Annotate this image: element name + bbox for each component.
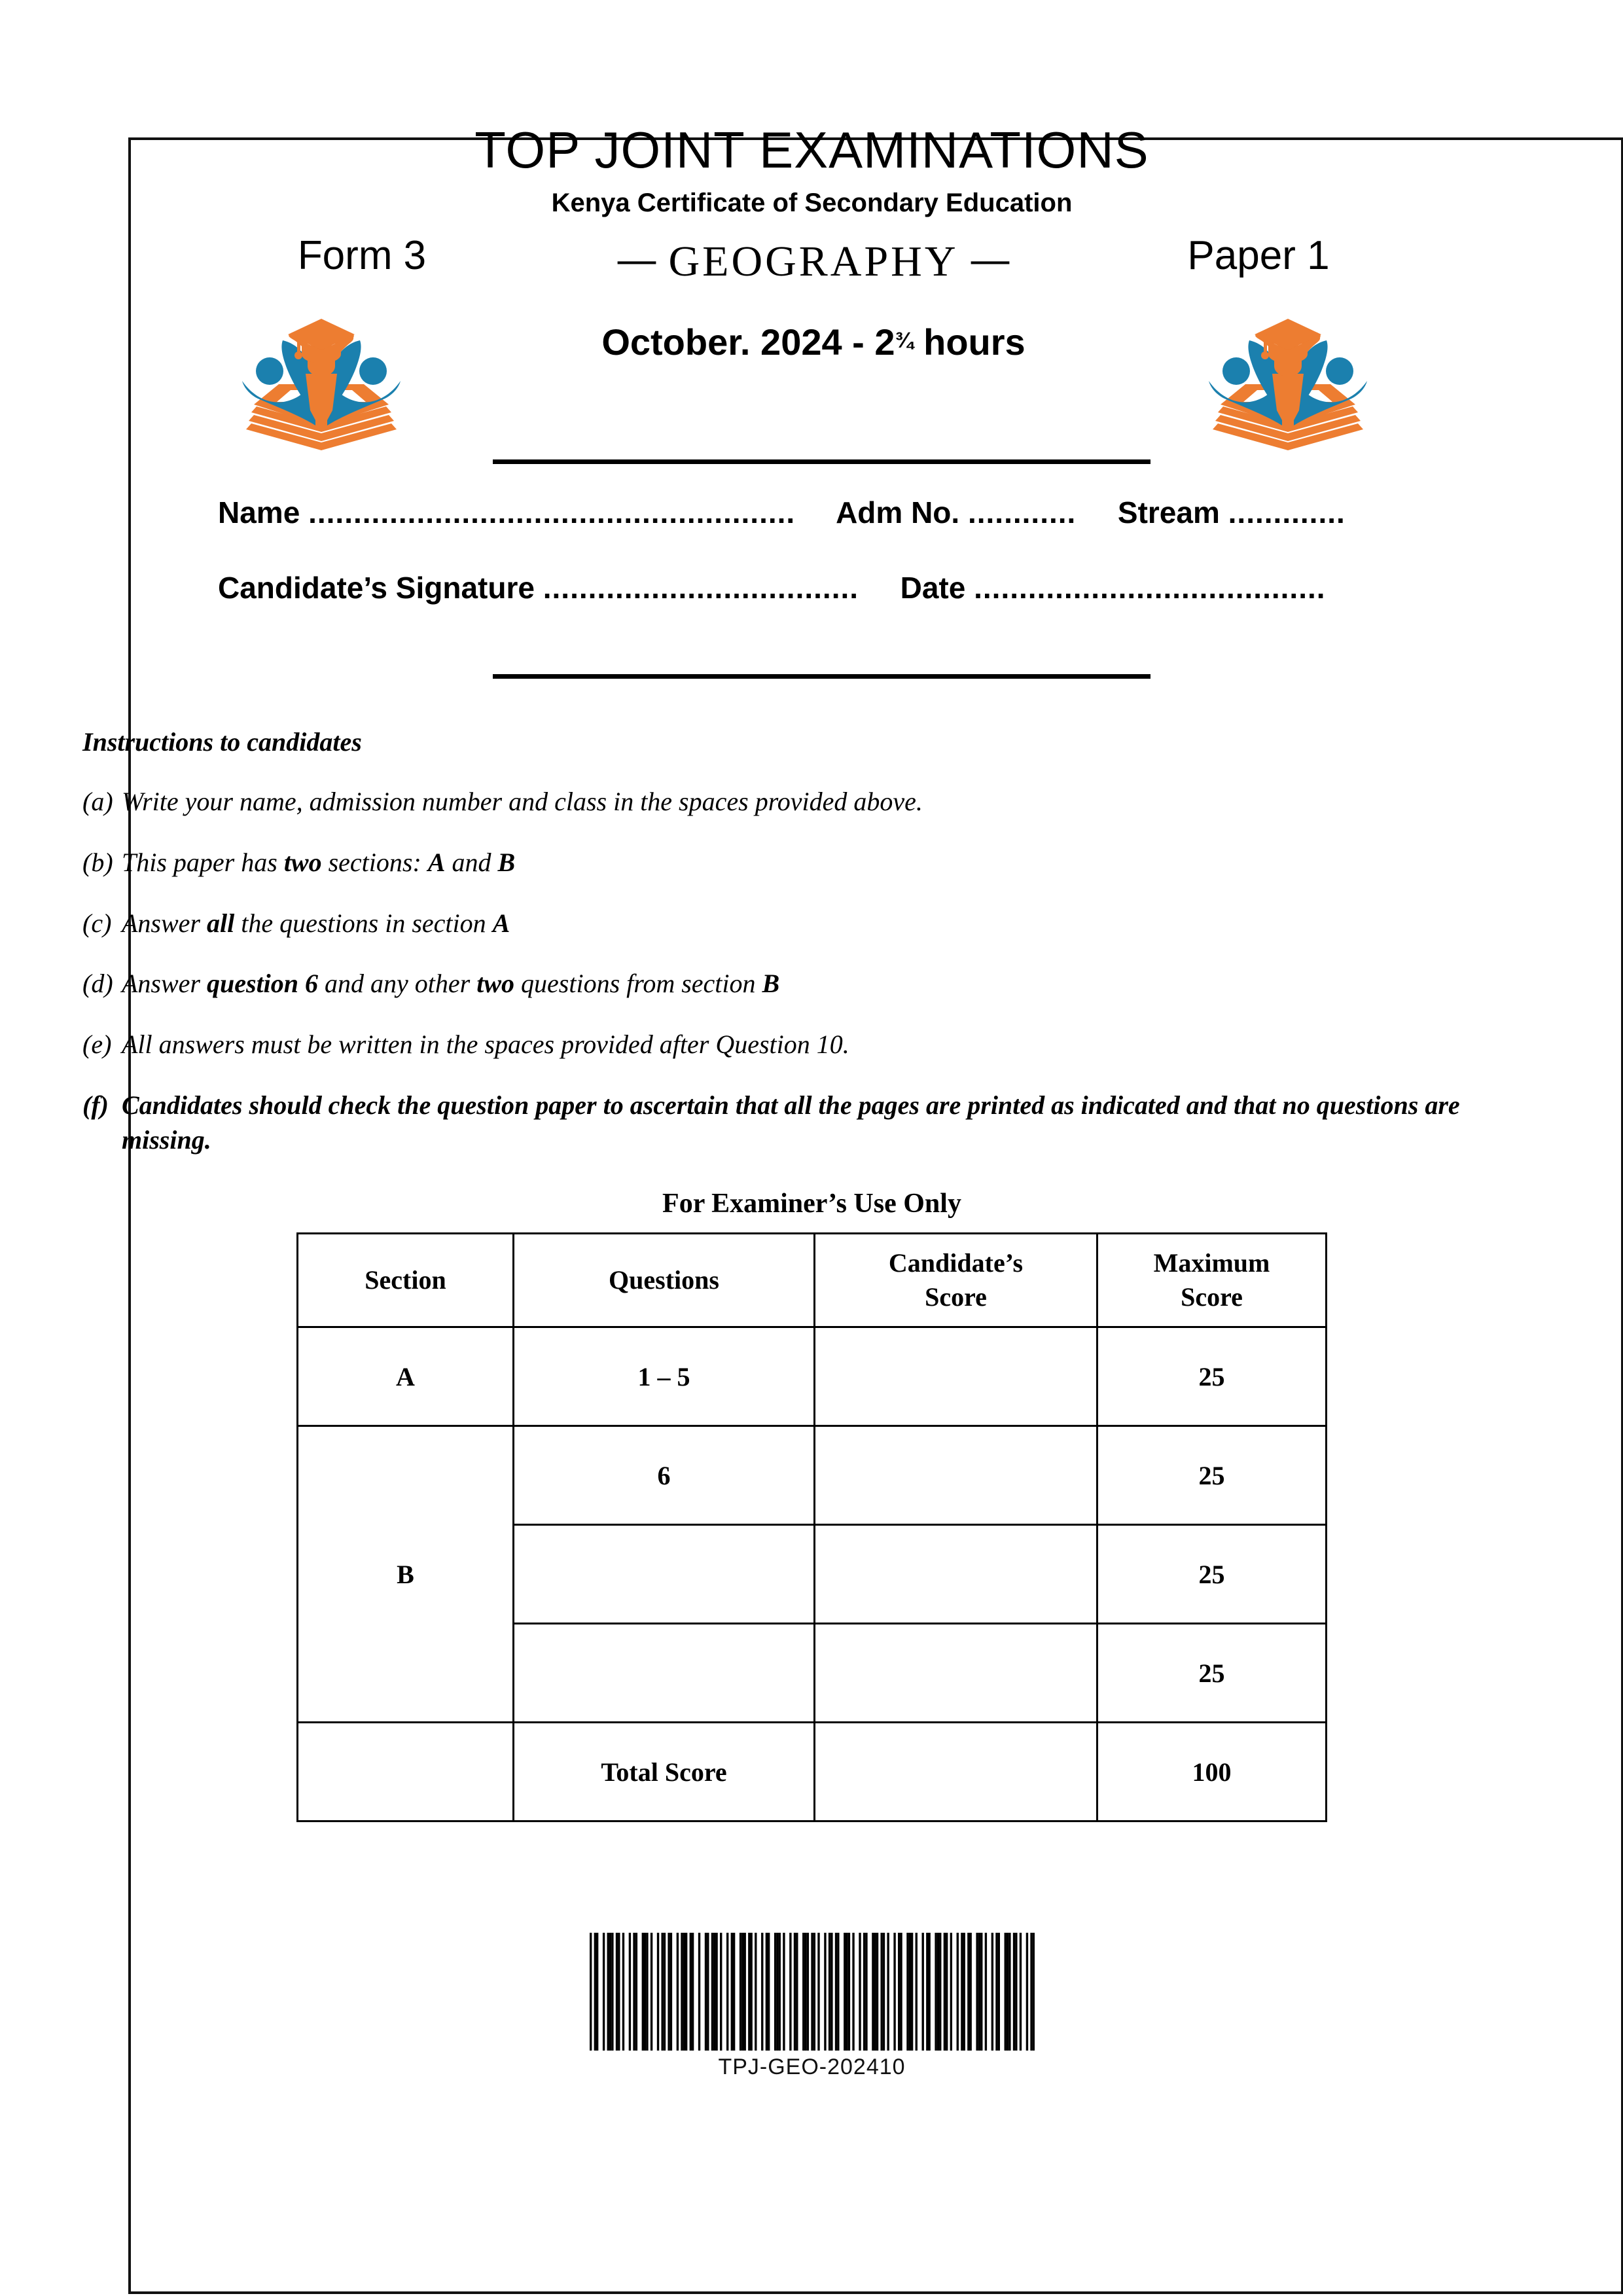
dash-right-icon: — <box>971 238 1010 280</box>
table-row <box>298 1327 1327 1426</box>
instruction-text: Answer question 6 and any other two questions from section B <box>122 969 780 999</box>
instruction-item <box>82 846 1545 880</box>
instruction-item <box>82 1028 1545 1062</box>
table-row-total <box>298 1723 1327 1821</box>
instruction-marker: (c) <box>82 908 112 938</box>
stream-label: Stream <box>1117 495 1220 529</box>
page-title: TOP JOINT EXAMINATIONS <box>474 121 1149 179</box>
date-input-line[interactable]: ....................................... <box>974 571 1326 605</box>
cell-maximum-score-b1: 25 <box>1097 1426 1327 1525</box>
examiner-score-table <box>296 1232 1327 1822</box>
subject-line <box>483 240 1144 283</box>
column-header-candidate-score: Candidate’s Score <box>815 1234 1097 1327</box>
exam-date-suffix: hours <box>913 321 1026 363</box>
institution-logo-right <box>1206 311 1370 452</box>
institution-logo-left <box>240 311 403 452</box>
date-label: Date <box>900 571 966 605</box>
instructions-block <box>82 726 1545 1184</box>
cell-section-empty <box>298 1723 514 1821</box>
cell-maximum-score-a: 25 <box>1097 1327 1327 1426</box>
cell-maximum-score-b3: 25 <box>1097 1624 1327 1723</box>
cell-candidate-score-a[interactable] <box>815 1327 1097 1426</box>
cell-questions-b2[interactable] <box>514 1525 815 1624</box>
instruction-marker: (a) <box>82 787 113 816</box>
cell-questions-b3[interactable] <box>514 1624 815 1723</box>
name-label: Name <box>218 495 300 529</box>
instruction-marker: (b) <box>82 847 113 877</box>
column-header-questions: Questions <box>514 1234 815 1327</box>
column-header-maximum-score: Maximum Score <box>1097 1234 1327 1327</box>
cell-total-maximum-score: 100 <box>1097 1723 1327 1821</box>
instruction-marker: (d) <box>82 969 113 999</box>
table-row <box>298 1426 1327 1525</box>
dash-left-icon: — <box>617 238 656 280</box>
instructions-heading: Instructions to candidates <box>82 727 362 757</box>
duration-fraction: ¾ <box>895 329 914 353</box>
instruction-marker: (f) <box>82 1090 109 1120</box>
exam-subtitle: Kenya Certificate of Secondary Education <box>551 188 1073 217</box>
name-input-line[interactable]: ...................................................... <box>308 495 796 529</box>
examiner-table-wrapper <box>296 1232 1325 1822</box>
column-header-section: Section <box>298 1234 514 1327</box>
cell-section-b: B <box>298 1426 514 1723</box>
instruction-item <box>82 906 1545 941</box>
header-block <box>64 69 1560 605</box>
candidate-details-row-1 <box>218 497 1346 528</box>
candidate-details-row-2 <box>218 573 1326 603</box>
exam-cover-page <box>64 69 1560 2225</box>
barcode-image <box>590 1933 1035 2051</box>
table-header-row <box>298 1234 1327 1327</box>
exam-date-prefix: October. 2024 - 2 <box>601 321 895 363</box>
instruction-text: Answer all the questions in section A <box>122 908 510 938</box>
cell-maximum-score-b2: 25 <box>1097 1525 1327 1624</box>
instruction-text: This paper has two sections: A and B <box>122 847 516 877</box>
cell-candidate-score-b3[interactable] <box>815 1624 1097 1723</box>
instruction-item <box>82 967 1545 1001</box>
barcode-label: TPJ-GEO-202410 <box>718 2054 906 2079</box>
instruction-item <box>82 1088 1545 1158</box>
signature-label: Candidate’s Signature <box>218 571 535 605</box>
cell-candidate-score-b2[interactable] <box>815 1525 1097 1624</box>
barcode-block <box>64 1933 1560 2080</box>
instruction-marker: (e) <box>82 1030 112 1060</box>
instruction-text: Candidates should check the question paper to ascertain that all the pages are printed as indicated and that no questions are missing. <box>122 1090 1460 1155</box>
header-rule-bottom <box>493 674 1150 679</box>
examiner-table-heading: For Examiner’s Use Only <box>662 1189 961 1219</box>
signature-input-line[interactable]: ................................... <box>543 571 859 605</box>
instruction-item <box>82 785 1545 819</box>
cell-questions-b1: 6 <box>514 1426 815 1525</box>
cell-questions-a: 1 – 5 <box>514 1327 815 1426</box>
cell-candidate-score-b1[interactable] <box>815 1426 1097 1525</box>
instruction-text: Write your name, admission number and class in the spaces provided above. <box>122 787 923 816</box>
adm-no-input-line[interactable]: ............ <box>967 495 1077 529</box>
paper-label: Paper 1 <box>1187 233 1330 278</box>
instruction-text: All answers must be written in the spaces provided after Question 10. <box>122 1030 849 1060</box>
cell-total-score-label: Total Score <box>514 1723 815 1821</box>
exam-date-duration <box>483 321 1144 363</box>
instructions-list <box>82 785 1545 1158</box>
stream-input-line[interactable]: ............. <box>1228 495 1346 529</box>
subject-name: GEOGRAPHY <box>668 238 959 285</box>
header-rule-top <box>493 459 1150 464</box>
adm-no-label: Adm No. <box>836 495 960 529</box>
cell-section-a: A <box>298 1327 514 1426</box>
cell-total-candidate-score[interactable] <box>815 1723 1097 1821</box>
form-label: Form 3 <box>297 233 427 278</box>
